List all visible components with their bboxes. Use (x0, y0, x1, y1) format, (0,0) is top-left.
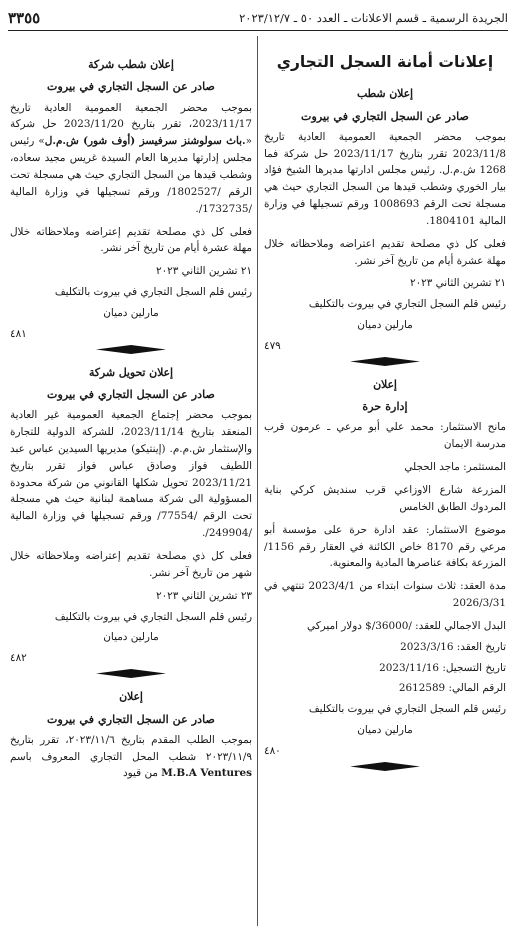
notice-body: بموجب محضر الجمعية العمومية العادية تاريخ 2023/11/17، تقرر بتاريخ 2023/11/20 حل شركة «باث سولوشنز سرفيسز (أوف شور) ش.م.ل.» رئيس مجلس إدارتها مديرها العام السيدة غريس مجيد سعاده، وشطب قيدها من السجل التجاري حيث هي مسجلة تحت الرقم /1802527/ ورقم تسجيلها في وزارة المالية /1732735/. (10, 101, 252, 215)
separator-ornament (96, 345, 166, 354)
notice-subheading: صادر عن السجل التجاري في بيروت (46, 711, 216, 726)
section-title: إعلانات أمانة السجل التجاري (276, 53, 494, 71)
column-divider (257, 36, 258, 926)
notice-479 (264, 85, 506, 366)
header-title: الجريدة الرسمية ـ قسم الاعلانات ـ العدد ٥٠ ـ ٢٠٢٣/١٢/٧ (239, 11, 508, 25)
notice-date: ٢١ تشرين الثاني ٢٠٢٣ (409, 277, 506, 290)
notice-heading: إعلان (373, 377, 397, 391)
notice-body: بموجب محضر إجتماع الجمعية العمومية غير العادية المنعقد بتاريخ 2023/11/14، للشركة الدولية للتجارة والإستثمار ش.م.م. (إينتيكو) مديريها السيدين عباس عبد اللطيف فواز وصادق عباس فواز تقرر بتاريخ 2023/11/21 تحويل شكلها القانوني من شركة محدودة المسؤولية الى شركة مساهمة لبنانية حيث هي مسجلة تحت الرقم /77554/ ورقم تسجيلها في وزارة المالية /249904/. (10, 409, 252, 540)
signer-title: رئيس قلم السجل التجاري في بيروت بالتكليف (308, 298, 506, 311)
notice-body: بموجب الطلب المقدم بتاريخ ٢٠٢٣/١١/٦، تقرر بتاريخ ٢٠٢٣/١١/٩ شطب المحل التجاري المعروف باسم M.B.A Ventures من قيود (10, 733, 252, 780)
notice-482 (10, 364, 252, 678)
notice-line: البدل الاجمالي للعقد: /36000/$ دولار اميركي (307, 619, 506, 632)
notice-line: الرقم المالي: 2612589 (398, 682, 506, 695)
signer-title: رئيس قلم السجل التجاري في بيروت بالتكليف (54, 286, 252, 299)
notice-heading: إعلان شطب شركة (88, 58, 174, 71)
notice-number: ٤٨١ (10, 327, 27, 340)
signer-title: رئيس قلم السجل التجاري في بيروت بالتكليف (54, 610, 252, 623)
notice-heading: إعلان (119, 690, 143, 704)
notice-subheading: صادر عن السجل التجاري في بيروت (300, 108, 470, 123)
notice-line: المزرعة شارع الاوزاعي قرب سنديش كركي بناية المردوك الطابق الخامس (264, 484, 506, 513)
page-header (8, 6, 508, 31)
separator-ornament (96, 669, 166, 678)
notice-objection: فعلى كل ذي مصلحة تقديم إعتراضه وملاحظاته خلال مهلة عشرة أيام من تاريخ آخر نشر. (10, 225, 252, 255)
notice-number: ٤٨٢ (10, 652, 27, 665)
signer-name: مارلين دميان (103, 306, 159, 319)
notice-480 (264, 376, 506, 771)
notice-body: بموجب محضر الجمعية العمومية العادية تاريخ 2023/11/8 تقرر بتاريخ 2023/11/17 حل شركة فما 1268 ش.م.ل. رئيس مجلس ادارتها مديرها الشيخ فؤاد بيار الخوري وشطب قيدها من السجل التجاري حيث هي مسجلة تحت الرقم 1008693 ورقم تسجيلها في وزارة المالية 1804101. (264, 130, 506, 227)
notice-line: تاريخ العقد: 2023/3/16 (400, 640, 506, 653)
company-name: M.B.A Ventures (161, 767, 252, 780)
notice-line: موضوع الاستثمار: عقد ادارة حرة على مؤسسة أبو مرعي رقم 8170 خاص الكائنة في العقار رقم 1156/ المزرعة بكافة عناصرها المادية والمعنوية. (264, 523, 506, 570)
notice-objection: فعلى كل ذي مصلحة تقديم اعتراضه وملاحظاته خلال مهلة عشرة أيام من تاريخ آخر نشر. (264, 237, 506, 267)
notice-subheading: إدارة حرة (362, 399, 408, 414)
separator-ornament (350, 357, 420, 366)
notice-line: تاريخ التسجيل: 2023/11/16 (379, 661, 506, 674)
right-column (264, 36, 506, 926)
notice-subheading: صادر عن السجل التجاري في بيروت (46, 387, 216, 402)
notice-number: ٤٧٩ (264, 340, 281, 353)
separator-ornament (350, 762, 420, 771)
notice-483 (10, 688, 252, 782)
notice-line: مدة العقد: ثلاث سنوات ابتداء من 2023/4/1 تنتهي في 2026/3/31 (264, 580, 506, 610)
notice-481 (10, 56, 252, 354)
notice-line: مانح الاستثمار: محمد علي أبو مرعي ـ عرمون قرب مدرسة الايمان (264, 421, 506, 451)
notice-subheading: صادر عن السجل التجاري في بيروت (46, 79, 216, 94)
signer-name: مارلين دميان (357, 724, 413, 737)
notice-heading: إعلان تحويل شركة (89, 365, 173, 379)
signer-title: رئيس قلم السجل التجاري في بيروت بالتكليف (308, 703, 506, 716)
notice-line: المستثمر: ماجد الحجلي (404, 461, 506, 474)
signer-name: مارلين دميان (357, 319, 413, 332)
notice-number: ٤٨٠ (264, 744, 281, 757)
left-column (10, 36, 252, 926)
notice-date: ٢٣ تشرين الثاني ٢٠٢٣ (155, 589, 252, 602)
page-number: ٣٣٥٥ (8, 9, 41, 27)
company-name: باث سولوشنز سرفيسز (أوف شور) ش.م.ل. (44, 135, 246, 148)
notice-objection: فعلى كل ذي مصلحة تقديم إعتراضه وملاحظاته خلال شهر من تاريخ آخر نشر. (10, 549, 252, 579)
notice-heading: إعلان شطب (356, 87, 414, 101)
signer-name: مارلين دميان (103, 631, 159, 644)
notice-date: ٢١ تشرين الثاني ٢٠٢٣ (155, 265, 252, 278)
